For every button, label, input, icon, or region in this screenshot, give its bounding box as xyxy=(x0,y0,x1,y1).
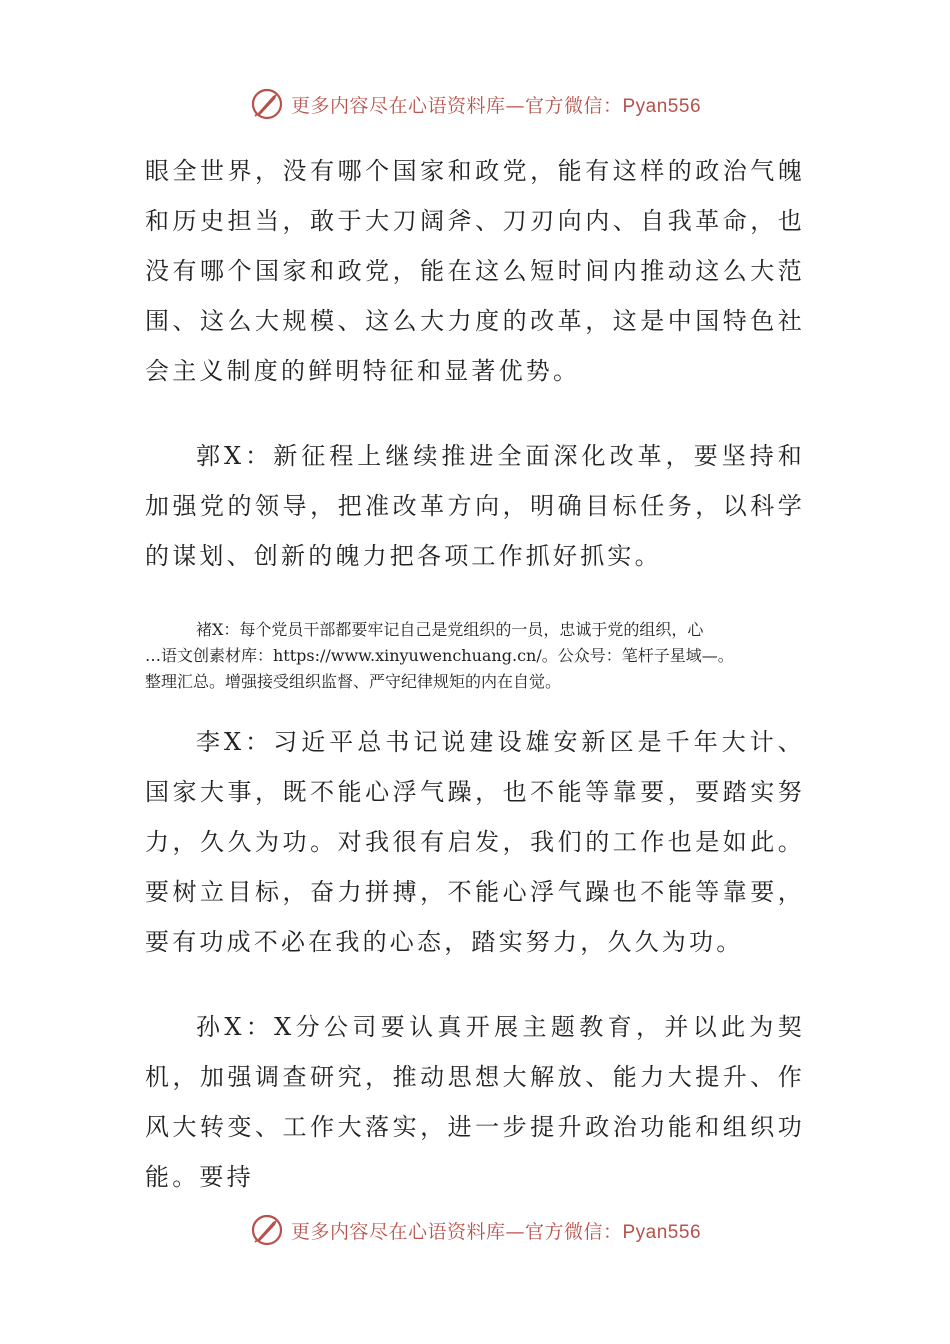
banner-text: 更多内容尽在心语资料库—官方微信：Pyan556 xyxy=(290,94,702,117)
paragraph-3-line-2: …语文创素材库：https://www.xinyuwenchuang.cn/。公众号：笔杆子星域—。 xyxy=(145,646,734,665)
paragraph-3-line-3: 整理汇总。增强接受组织监督、严守纪律规矩的内在自觉。 xyxy=(145,672,562,691)
document-body xyxy=(145,146,805,1202)
paragraph-3 xyxy=(145,617,805,695)
paragraph-5: 孙X：X分公司要认真开展主题教育，并以此为契机，加强调查研究，推动思想大解放、能力大提升、作风大转变、工作大落实，进一步提升政治功能和组织功能。要持 xyxy=(145,1013,805,1191)
wechat-handle: Pyan556 xyxy=(622,1221,702,1243)
quill-seal-icon xyxy=(249,86,285,122)
wechat-handle: Pyan556 xyxy=(622,95,702,117)
header-banner xyxy=(0,84,950,124)
quill-seal-icon xyxy=(249,1212,285,1248)
paragraph-3-line-1: 褚X：每个党员干部都要牢记自己是党组织的一员，忠诚于党的组织，心 xyxy=(196,620,704,639)
paragraph-4: 李X：习近平总书记说建设雄安新区是千年大计、国家大事，既不能心浮气躁，也不能等靠要，要踏实努力，久久为功。对我很有启发，我们的工作也是如此。要树立目标，奋力拼搏，不能心浮气躁也不能等靠要，要有功成不必在我的心态，踏实努力，久久为功。 xyxy=(145,728,805,956)
paragraph-1: 眼全世界，没有哪个国家和政党，能有这样的政治气魄和历史担当，敢于大刀阔斧、刀刃向内、自我革命，也没有哪个国家和政党，能在这么短时间内推动这么大范围、这么大规模、这么大力度的改革，这是中国特色社会主义制度的鲜明特征和显著优势。 xyxy=(145,157,805,385)
banner-text: 更多内容尽在心语资料库—官方微信：Pyan556 xyxy=(290,1220,702,1243)
footer-banner xyxy=(0,1210,950,1250)
paragraph-2: 郭X：新征程上继续推进全面深化改革，要坚持和加强党的领导，把准改革方向，明确目标任务，以科学的谋划、创新的魄力把各项工作抓好抓实。 xyxy=(145,442,805,570)
